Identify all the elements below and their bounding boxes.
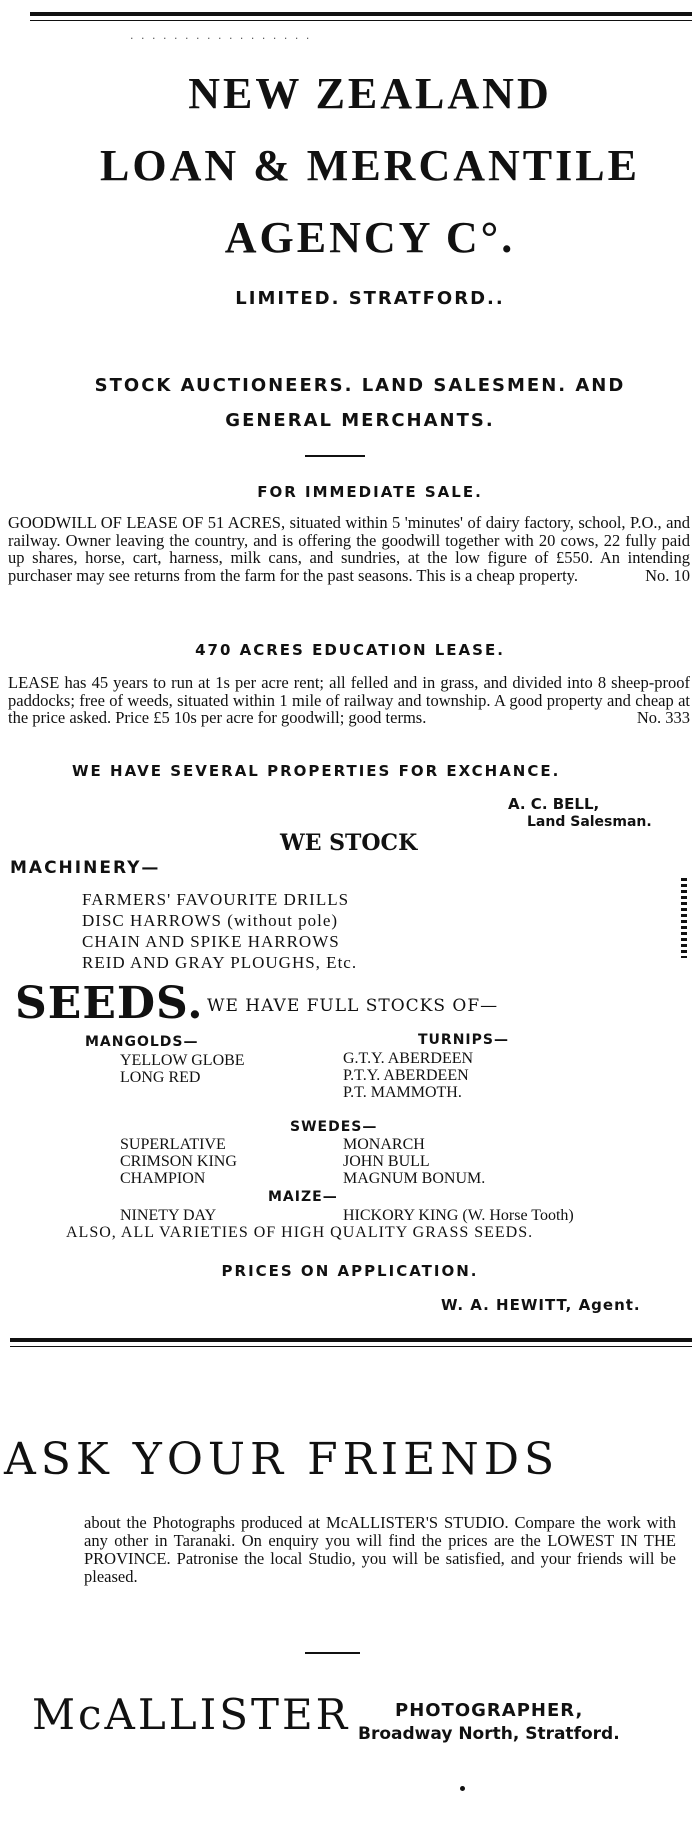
mangolds-list [120,1052,245,1086]
trades-line-1: STOCK AUCTIONEERS. LAND SALESMEN. AND [94,375,626,396]
swedes-label: SWEDES— [290,1119,378,1135]
listing-1 [8,514,690,584]
land-agent-title: Land Salesman. [527,814,652,830]
turnip-item: P.T.Y. ABERDEEN [343,1067,469,1084]
machinery-label: MACHINERY— [10,858,161,878]
ad-separator-rule [10,1338,692,1342]
listing-2-heading: 470 ACRES EDUCATION LEASE. [195,641,505,659]
mcallister-name: McALLISTER [32,1690,351,1739]
edge-mark [681,878,687,958]
immediate-sale-heading: FOR IMMEDIATE SALE. [257,483,483,501]
mcallister-profession: PHOTOGRAPHER, [395,1700,584,1721]
top-border-thin-rule [30,20,692,21]
subtitle: LIMITED. STRATFORD.. [235,288,505,309]
machinery-item: FARMERS' FAVOURITE DRILLS [82,890,350,909]
turnips-label: TURNIPS— [418,1032,509,1048]
turnips-list [343,1050,473,1101]
swede-item: CHAMPION [120,1170,206,1187]
grass-seeds-line: ALSO, ALL VARIETIES OF HIGH QUALITY GRASS SEEDS. [66,1224,534,1241]
ad-separator-thin-rule [10,1346,692,1347]
turnip-item: P.T. MAMMOTH. [343,1084,462,1101]
bottom-dot [460,1786,465,1791]
swede-item: MAGNUM BONUM. [343,1170,486,1187]
we-stock-heading: WE STOCK [280,830,418,856]
listing-1-ref: No. 10 [645,565,690,585]
swede-item: JOHN BULL [343,1153,430,1170]
mangold-item: LONG RED [120,1069,201,1086]
trades-line-2: GENERAL MERCHANTS. [225,410,495,431]
swede-item: MONARCH [343,1136,425,1153]
title-line-2: LOAN & MERCANTILE [100,141,640,190]
seeds-label: SEEDS. [15,978,204,1029]
top-border-rule [30,12,692,16]
top-faint-line: · · · · · · · · · · · · · · · · · [130,32,312,45]
machinery-list [82,889,357,973]
ask-your-friends-heading: ASK YOUR FRIENDS [4,1434,560,1485]
machinery-item: CHAIN AND SPIKE HARROWS [82,932,340,951]
swede-item: CRIMSON KING [120,1153,237,1170]
title-line-1: NEW ZEALAND [188,69,552,118]
seeds-agent: W. A. HEWITT, Agent. [441,1296,641,1314]
swede-item: SUPERLATIVE [120,1136,226,1153]
swedes-right-list [343,1136,485,1187]
mangolds-label: MANGOLDS— [85,1034,199,1050]
prices-on-application: PRICES ON APPLICATION. [221,1262,479,1280]
maize-right: HICKORY KING (W. Horse Tooth) [343,1207,574,1224]
maize-label: MAIZE— [268,1189,338,1205]
maize-left: NINETY DAY [120,1207,217,1224]
exchange-notice: WE HAVE SEVERAL PROPERTIES FOR EXCHANCE. [72,762,561,780]
listing-1-text: GOODWILL OF LEASE OF 51 ACRES, situated within 5 'minutes' of dairy factory, school, P.O., and railway. Owner leaving the country, and is offering the goodwill together with 20 cows, 22 fully paid up shares, horse, cart, harness, milk cans, and sundries, at the low figure of £550. An intending purchaser may see returns from the farm for the past seasons. This is a cheap property. [8,513,690,585]
listing-2-ref: No. 333 [636,708,690,727]
seeds-intro: WE HAVE FULL STOCKS OF— [207,996,499,1016]
swedes-left-list [120,1136,237,1187]
listing-2-text: LEASE has 45 years to run at 1s per acre rent; all felled and in grass, and divided into 8 sheep-proof paddocks; free of weeds, situated within 1 mile of railway and township. A good property and cheap at the price asked. Price £5 10s per acre for goodwill; good terms. [8,673,690,727]
turnip-item: G.T.Y. ABERDEEN [343,1050,474,1067]
mcallister-divider [305,1652,360,1654]
machinery-item: DISC HARROWS (without pole) [82,911,339,930]
title-line-3: AGENCY C°. [224,213,516,262]
machinery-item: REID AND GRAY PLOUGHS, Etc. [82,953,358,972]
section-divider [305,455,365,457]
mcallister-body: about the Photographs produced at McALLISTER'S STUDIO. Compare the work with any other in Taranaki. On enquiry you will find the prices are the LOWEST IN THE PROVINCE. Patronise the local Studio, you will be satisfied, and your friends will be pleased. [84,1513,676,1586]
mcallister-address: Broadway North, Stratford. [358,1724,620,1744]
mangold-item: YELLOW GLOBE [120,1052,245,1069]
listing-2 [8,674,690,727]
land-agent-name: A. C. BELL, [508,795,600,813]
